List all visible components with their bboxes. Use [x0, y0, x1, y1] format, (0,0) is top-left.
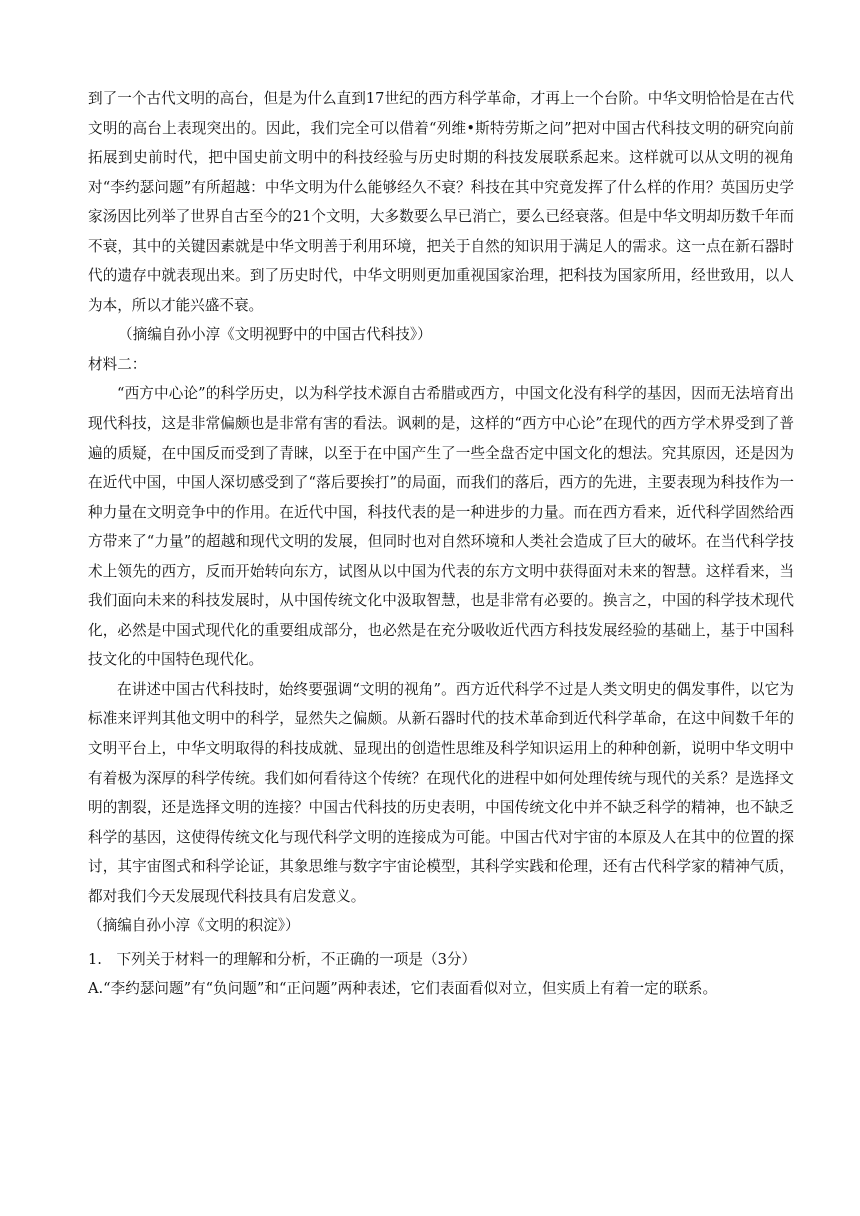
- document-body: [88, 84, 794, 1004]
- material2-heading: 材料二：: [88, 355, 147, 373]
- material2-paragraph-1: “西方中心论”的科学历史，以为科学技术源自古希腊或西方，中国文化没有科学的基因，因而无法培育出现代科技，这是非常偏颇也是非常有害的看法。讽刺的是，这样的“西方中心论”在现代的西方学术界受到了普遍的质疑，在中国反而受到了青睐，以至于在中国产生了一些全盘否定中国文化的想法。究其原因，还是因为在近代中国，中国人深切感受到了“落后要挨打”的局面，而我们的落后，西方的先进，主要表现为科技作为一种力量在文明竞争中的作用。在近代中国，科技代表的是一种进步的力量。而在西方看来，近代科学固然给西方带来了“力量”的超越和现代文明的发展，但同时也对自然环境和人类社会造成了巨大的破坏。在当代科学技术上领先的西方，反而开始转向东方，试图从以中国为代表的东方文明中获得面对未来的智慧。这样看来，当我们面向未来的科技发展时，从中国传统文化中汲取智慧，也是非常有必要的。换言之，中国的科学技术现代化，必然是中国式现代化的重要组成部分，也必然是在充分吸收近代西方科技发展经验的基础上，基于中国科技文化的中国特色现代化。: [88, 385, 794, 669]
- material1-paragraph: 到了一个古代文明的高台，但是为什么直到17世纪的西方科学革命，才再上一个台阶。中华文明恰恰是在古代文明的高台上表现突出的。因此，我们完全可以借着“列维•斯特劳斯之问”把对中国古代科技文明的研究向前拓展到史前时代，把中国史前文明中的科技经验与历史时期的科技发展联系起来。这样就可以从文明的视角对“李约瑟问题”有所超越：中华文明为什么能够经久不衰？科技在其中究竟发挥了什么样的作用？英国历史学家汤因比列举了世界自古至今的21个文明，大多数要么早已消亡，要么已经衰落。但是中华文明却历数千年而不衰，其中的关键因素就是中华文明善于利用环境，把关于自然的知识用于满足人的需求。这一点在新石器时代的遗存中就表现出来。到了历史时代，中华文明则更加重视国家治理，把科技为国家所用，经世致用，以人为本，所以才能兴盛不衰。: [88, 90, 794, 314]
- question-stem: 1. 下列关于材料一的理解和分析，不正确的一项是（3分）: [88, 950, 477, 968]
- material2-source: （摘编自孙小淳《文明的积淀》）: [88, 917, 300, 935]
- material1-source: （摘编自孙小淳《文明视野中的中国古代科技》）: [118, 326, 432, 344]
- question-option-a: A.“李约瑟问题”有“负问题”和“正问题”两种表述，它们表面看似对立，但实质上有着一定的联系。: [88, 980, 718, 998]
- material2-paragraph-2: 在讲述中国古代科技时，始终要强调“文明的视角”。西方近代科学不过是人类文明史的偶发事件，以它为标准来评判其他文明中的科学，显然失之偏颇。从新石器时代的技术革命到近代科学革命，在这中间数千年的文明平台上，中华文明取得的科技成就、显现出的创造性思维及科学知识运用上的种种创新，说明中华文明中有着极为深厚的科学传统。我们如何看待这个传统？在现代化的进程中如何处理传统与现代的关系？是选择文明的割裂，还是选择文明的连接？中国古代科技的历史表明，中国传统文化中并不缺乏科学的精神，也不缺乏科学的基因，这使得传统文化与现代科学文明的连接成为可能。中国古代对宇宙的本原及人在其中的位置的探讨，其宇宙图式和科学论证，其象思维与数字宇宙论模型，其科学实践和伦理，还有古代科学家的精神气质，都对我们今天发展现代科技具有启发意义。: [88, 680, 794, 905]
